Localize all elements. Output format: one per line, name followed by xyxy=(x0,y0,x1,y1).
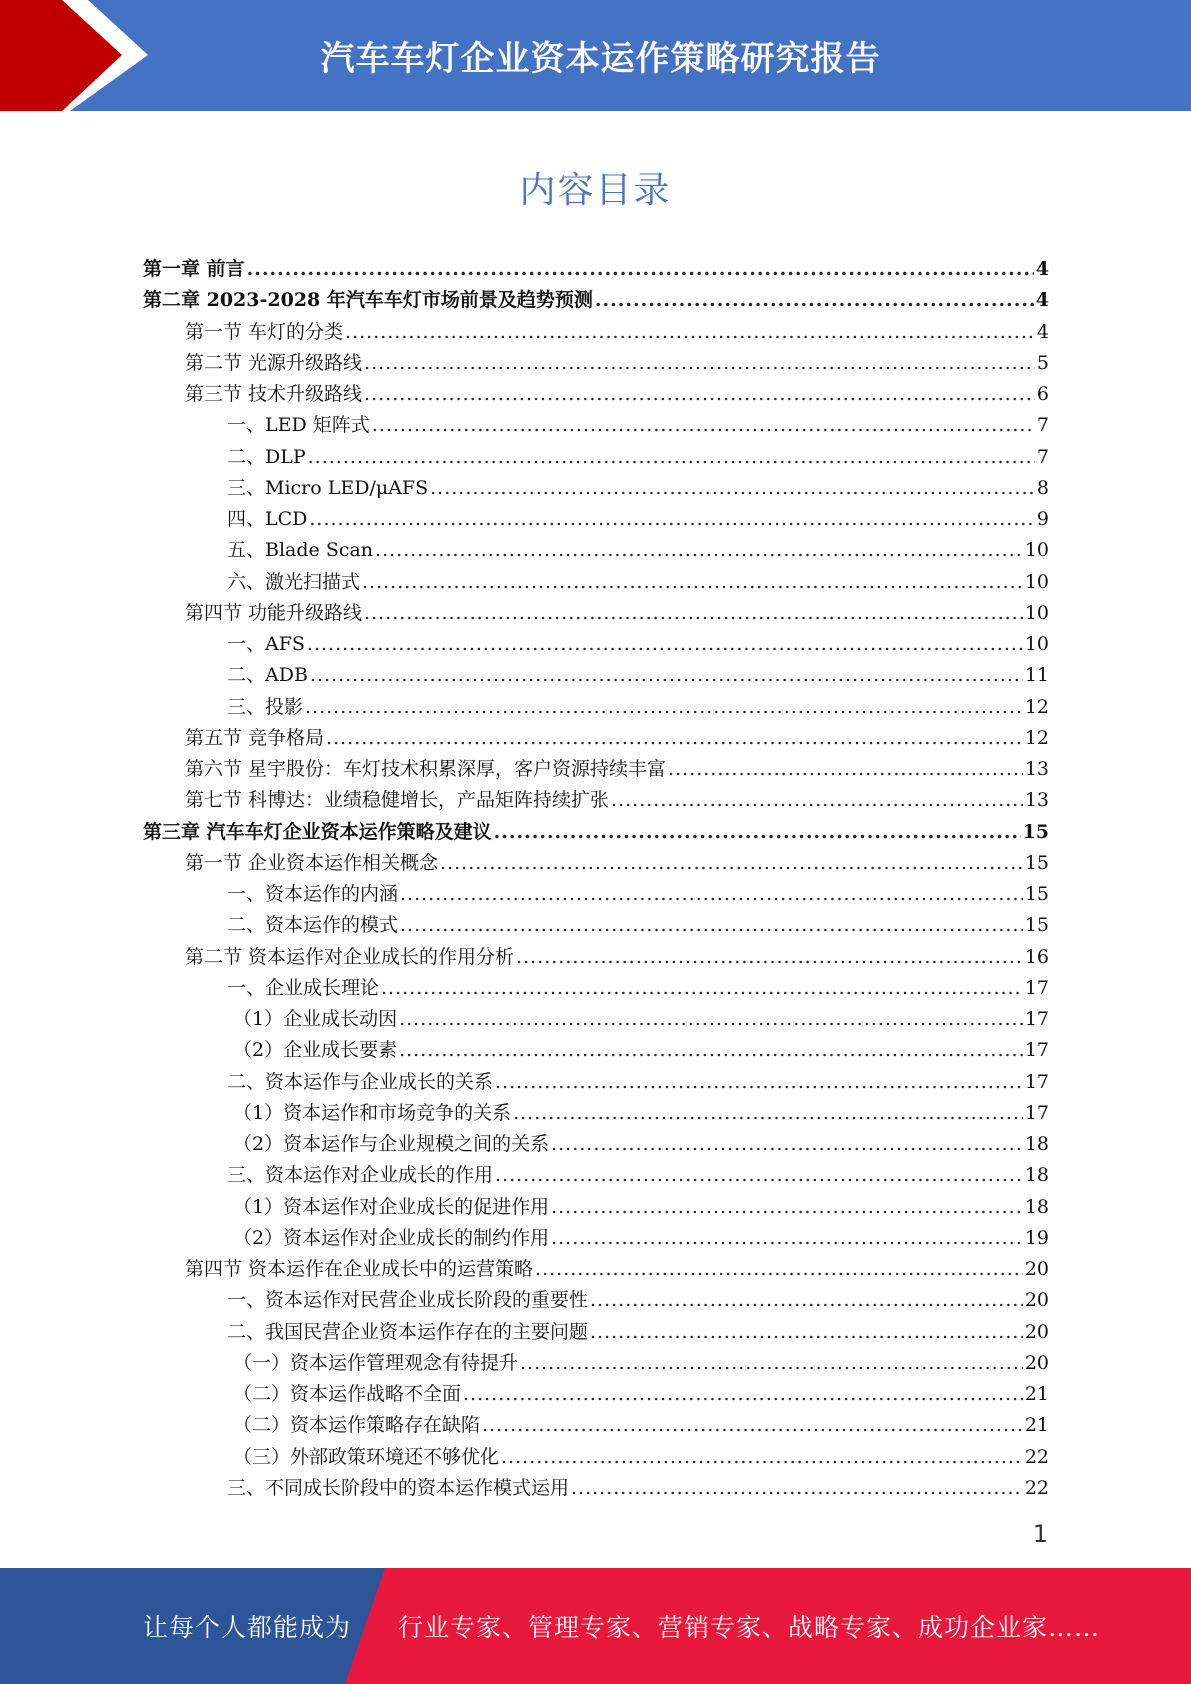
toc-dot-leader xyxy=(551,1192,1023,1223)
toc-dot-leader xyxy=(520,1348,1023,1379)
toc-entry-page: 17 xyxy=(1024,1039,1049,1062)
toc-entry-title: 第三节 技术升级路线 xyxy=(185,383,363,405)
toc-dot-leader xyxy=(399,1035,1023,1066)
toc-entry-title: 一、企业成长理论 xyxy=(227,976,380,999)
toc-dot-leader xyxy=(501,1442,1023,1473)
page-number: 1 xyxy=(1032,1520,1048,1548)
toc-entry[interactable] xyxy=(143,1442,1049,1473)
toc-entry[interactable] xyxy=(143,285,1049,316)
toc-entry-page: 5 xyxy=(1036,351,1049,374)
toc-entry[interactable] xyxy=(143,598,1049,629)
toc-dot-leader xyxy=(364,379,1035,410)
toc-dot-leader xyxy=(310,660,1023,691)
toc-dot-leader xyxy=(362,567,1023,598)
toc-dot-leader xyxy=(247,254,1034,285)
toc-entry-title: 第二节 光源升级路线 xyxy=(185,351,363,374)
toc-entry-title: 一、资本运作对民营企业成长阶段的重要性 xyxy=(227,1289,589,1312)
toc-entry-page: 22 xyxy=(1024,1476,1049,1499)
footer-band xyxy=(0,1568,1191,1684)
toc-entry-title: 二、ADB xyxy=(227,664,308,687)
toc-dot-leader xyxy=(307,629,1023,660)
toc-dot-leader xyxy=(372,410,1035,441)
toc-entry[interactable] xyxy=(143,1192,1049,1223)
toc-entry-title: 三、不同成长阶段中的资本运作模式运用 xyxy=(227,1476,570,1499)
toc-entry[interactable] xyxy=(143,1254,1049,1285)
toc-entry[interactable] xyxy=(143,1035,1049,1066)
toc-dot-leader xyxy=(463,1379,1023,1410)
toc-entry-title: 三、Micro LED/μAFS xyxy=(227,476,429,499)
toc-entry-page: 18 xyxy=(1024,1195,1049,1218)
toc-entry-title: （2）企业成长要素 xyxy=(233,1039,398,1062)
toc-dot-leader xyxy=(345,317,1035,348)
toc-entry[interactable] xyxy=(143,817,1049,848)
toc-entry-title: 第二章 2023-2028 年汽车车灯市场前景及趋势预测 xyxy=(143,289,593,312)
toc-dot-leader xyxy=(590,1285,1023,1316)
toc-dot-leader xyxy=(399,1004,1023,1035)
toc-dot-leader xyxy=(440,848,1023,879)
footer-slogan-left: 让每个人都能成为 xyxy=(143,1613,352,1642)
toc-entry-page: 10 xyxy=(1024,539,1049,562)
toc-entry[interactable] xyxy=(143,1410,1049,1441)
toc-entry-title: 第一节 车灯的分类 xyxy=(185,320,344,343)
toc-entry-page: 20 xyxy=(1024,1258,1049,1280)
toc-entry[interactable] xyxy=(143,379,1049,410)
toc-entry-title: 第一章 前言 xyxy=(143,258,245,280)
toc-entry-title: 一、资本运作的内涵 xyxy=(227,883,399,905)
toc-entry-page: 4 xyxy=(1035,289,1049,312)
toc-entry[interactable] xyxy=(143,254,1049,285)
toc-entry[interactable] xyxy=(143,629,1049,660)
toc-entry-page: 4 xyxy=(1035,258,1049,280)
toc-entry[interactable] xyxy=(143,879,1049,910)
toc-entry[interactable] xyxy=(143,535,1049,566)
toc-entry-title: 二、DLP xyxy=(227,445,306,468)
toc-dot-leader xyxy=(535,1254,1023,1285)
toc-entry-page: 15 xyxy=(1024,851,1049,874)
document-title: 汽车车灯企业资本运作策略研究报告 xyxy=(320,39,881,79)
toc-entry-title: 第四节 资本运作在企业成长中的运营策略 xyxy=(185,1258,534,1280)
toc-entry-title: 一、AFS xyxy=(227,633,305,655)
toc-entry-page: 13 xyxy=(1024,758,1049,780)
toc-dot-leader xyxy=(482,1410,1023,1441)
toc-entry[interactable] xyxy=(143,692,1049,723)
toc-dot-leader xyxy=(305,692,1023,723)
toc-entry-page: 17 xyxy=(1024,1101,1049,1124)
header-band xyxy=(0,0,1191,111)
toc-entry-page: 15 xyxy=(1022,820,1049,843)
toc-entry[interactable] xyxy=(143,1098,1049,1129)
toc-entry[interactable] xyxy=(143,410,1049,441)
toc-dot-leader xyxy=(400,910,1023,941)
toc-entry-page: 12 xyxy=(1024,726,1049,749)
toc-entry-title: （1）资本运作对企业成长的促进作用 xyxy=(233,1195,550,1218)
toc-entry[interactable] xyxy=(143,442,1049,473)
toc-entry-title: 三、投影 xyxy=(227,695,304,718)
toc-entry-title: 第一节 企业资本运作相关概念 xyxy=(185,851,439,874)
toc-dot-leader xyxy=(364,348,1035,379)
toc-entry-title: 五、Blade Scan xyxy=(227,539,374,562)
toc-dot-leader xyxy=(494,817,1021,848)
toc-entry-page: 18 xyxy=(1024,1133,1049,1155)
toc-entry-title: 六、激光扫描式 xyxy=(227,570,361,593)
toc-entry[interactable] xyxy=(143,317,1049,348)
toc-dot-leader xyxy=(571,1473,1023,1504)
toc-entry-title: 第七节 科博达：业绩稳健增长，产品矩阵持续扩张 xyxy=(185,789,610,812)
toc-entry[interactable] xyxy=(143,785,1049,816)
toc-entry[interactable] xyxy=(143,1348,1049,1379)
toc-entry[interactable] xyxy=(143,1160,1049,1191)
toc-entry-title: 第二节 资本运作对企业成长的作用分析 xyxy=(185,945,515,968)
toc-entry-page: 10 xyxy=(1024,633,1049,655)
toc-dot-leader xyxy=(495,1160,1023,1191)
footer-slogan-right: 行业专家、管理专家、营销专家、战略专家、成功企业家…… xyxy=(398,1613,1101,1642)
toc-entry[interactable] xyxy=(143,348,1049,379)
toc-entry[interactable] xyxy=(143,1067,1049,1098)
toc-entry[interactable] xyxy=(143,1004,1049,1035)
toc-entry-title: （1）资本运作和市场竞争的关系 xyxy=(233,1101,512,1124)
toc-entry-page: 17 xyxy=(1024,1008,1049,1030)
toc-entry[interactable] xyxy=(143,1473,1049,1504)
toc-entry-title: 三、资本运作对企业成长的作用 xyxy=(227,1164,494,1187)
toc-entry-page: 6 xyxy=(1036,383,1049,405)
toc-entry[interactable] xyxy=(143,723,1049,754)
toc-entry[interactable] xyxy=(143,504,1049,535)
toc-dot-leader xyxy=(551,1223,1023,1254)
toc-dot-leader xyxy=(551,1129,1023,1160)
toc-entry-page: 20 xyxy=(1024,1351,1049,1374)
toc-entry-title: 一、LED 矩阵式 xyxy=(227,414,370,437)
toc-entry-page: 17 xyxy=(1024,1070,1049,1093)
toc-dot-leader xyxy=(375,535,1023,566)
toc-entry-page: 7 xyxy=(1036,414,1049,437)
toc-entry-page: 17 xyxy=(1024,976,1049,999)
toc-entry-page: 15 xyxy=(1024,883,1049,905)
toc-entry[interactable] xyxy=(143,1223,1049,1254)
toc-entry-page: 16 xyxy=(1024,945,1049,968)
toc-entry[interactable] xyxy=(143,1317,1049,1348)
toc-entry-title: （二）资本运作策略存在缺陷 xyxy=(233,1414,481,1437)
toc-dot-leader xyxy=(513,1098,1023,1129)
toc-entry-title: （2）资本运作与企业规模之间的关系 xyxy=(233,1133,550,1155)
toc-entry[interactable] xyxy=(143,473,1049,504)
toc-entry-title: （一）资本运作管理观念有待提升 xyxy=(233,1351,519,1374)
toc-entry-page: 20 xyxy=(1024,1289,1049,1312)
toc-entry-page: 21 xyxy=(1024,1414,1049,1437)
toc-entry-title: 第三章 汽车车灯企业资本运作策略及建议 xyxy=(143,820,492,843)
toc-entry-page: 18 xyxy=(1024,1164,1049,1187)
toc-entry-page: 7 xyxy=(1036,445,1049,468)
toc-entry-page: 10 xyxy=(1024,601,1049,624)
toc-entry[interactable] xyxy=(143,1379,1049,1410)
toc-dot-leader xyxy=(326,723,1023,754)
toc-entry[interactable] xyxy=(143,660,1049,691)
toc-entry-page: 15 xyxy=(1024,914,1049,937)
toc-entry-page: 10 xyxy=(1024,570,1049,593)
toc-dot-leader xyxy=(400,879,1023,910)
toc-dot-leader xyxy=(495,1067,1023,1098)
toc-entry[interactable] xyxy=(143,973,1049,1004)
toc-entry-title: （三）外部政策环境还不够优化 xyxy=(233,1445,500,1468)
toc-entry-page: 8 xyxy=(1036,476,1049,499)
toc-dot-leader xyxy=(381,973,1023,1004)
toc-entry-page: 13 xyxy=(1024,789,1049,812)
toc-entry-title: 第六节 星宇股份：车灯技术积累深厚，客户资源持续丰富 xyxy=(185,758,667,780)
toc-entry-title: 四、LCD xyxy=(227,508,308,530)
toc-entry-page: 22 xyxy=(1024,1445,1049,1468)
toc-entry-page: 4 xyxy=(1036,320,1049,343)
toc-entry-title: （1）企业成长动因 xyxy=(233,1008,398,1030)
toc-entry-title: （2）资本运作对企业成长的制约作用 xyxy=(233,1226,550,1249)
toc-dot-leader xyxy=(590,1317,1023,1348)
toc-dot-leader xyxy=(668,754,1023,785)
toc-entry[interactable] xyxy=(143,754,1049,785)
toc-entry[interactable] xyxy=(143,567,1049,598)
toc-entry[interactable] xyxy=(143,848,1049,879)
toc-entry-page: 21 xyxy=(1024,1383,1049,1405)
toc-dot-leader xyxy=(430,473,1035,504)
toc-entry-page: 9 xyxy=(1036,508,1049,530)
toc-entry-page: 11 xyxy=(1024,664,1049,687)
toc-entry-page: 19 xyxy=(1024,1226,1049,1249)
toc-entry-title: 二、我国民营企业资本运作存在的主要问题 xyxy=(227,1320,589,1343)
toc-entry-title: 二、资本运作的模式 xyxy=(227,914,399,937)
toc-dot-leader xyxy=(611,785,1023,816)
toc-entry[interactable] xyxy=(143,910,1049,941)
toc-dot-leader xyxy=(364,598,1023,629)
toc-entry-title: 第五节 竞争格局 xyxy=(185,726,325,749)
toc-dot-leader xyxy=(595,285,1034,316)
toc-dot-leader xyxy=(309,504,1035,535)
toc-entry[interactable] xyxy=(143,1129,1049,1160)
toc-dot-leader xyxy=(308,442,1035,473)
toc-dot-leader xyxy=(516,942,1023,973)
toc-entry[interactable] xyxy=(143,942,1049,973)
table-of-contents xyxy=(143,254,1049,1504)
toc-entry-title: 二、资本运作与企业成长的关系 xyxy=(227,1070,494,1093)
toc-entry[interactable] xyxy=(143,1285,1049,1316)
toc-entry-title: （二）资本运作战略不全面 xyxy=(233,1383,462,1405)
toc-entry-page: 20 xyxy=(1024,1320,1049,1343)
toc-entry-page: 12 xyxy=(1024,695,1049,718)
toc-heading: 内容目录 xyxy=(519,170,672,211)
toc-entry-title: 第四节 功能升级路线 xyxy=(185,601,363,624)
